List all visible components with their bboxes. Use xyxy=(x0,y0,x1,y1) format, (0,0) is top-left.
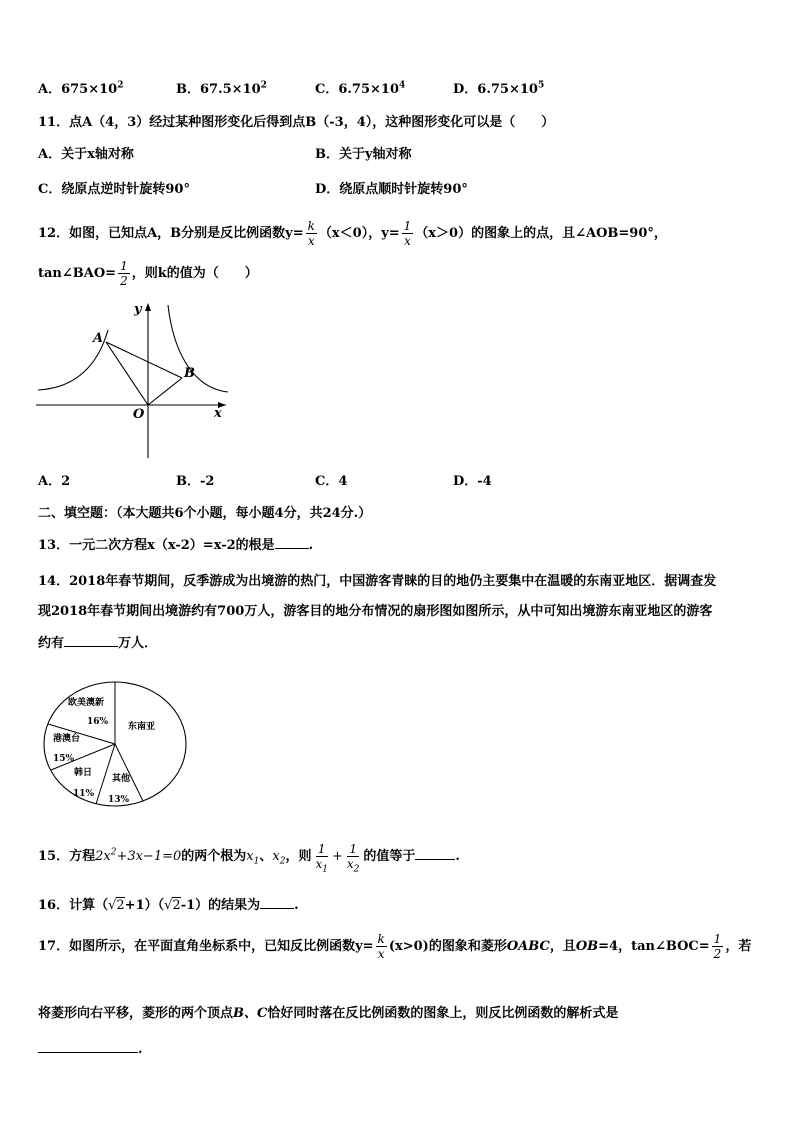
q15-stem: 15．方程$2x^2+3x-1=0$的两个根为$x_1$、$x_2$，则 $\frac{1}{x_1}$ + $\frac{1}{x_2}$ 的值等于 . xyxy=(38,842,460,875)
q11-option-a: A．关于x轴对称 xyxy=(38,147,134,162)
q12-stem-line1: 12．如图，已知点A，B分别是反比例函数y= $\frac{k}{x}$ （x＜0），y= $\frac{1}{x}$ （x＞0）的图象上的点，且∠AOB=90°， xyxy=(38,219,667,248)
label-b: B xyxy=(184,366,195,381)
section-title-fill-in: 二、填空题：（本大题共6个小题，每小题4分，共24分.） xyxy=(38,506,372,521)
q16-stem: 16．计算（√2+1）（√2-1）的结果为 . xyxy=(38,898,299,913)
pie-pct-europe: 16% xyxy=(87,717,109,727)
q16-answer-blank xyxy=(260,908,294,909)
q10-option-b: B．$67.5\times 10^2$ xyxy=(176,80,267,97)
right-hyperbola-branch xyxy=(168,305,228,392)
q13-answer-blank xyxy=(275,548,309,549)
pie-label-hk-macau-tw: 港澳台 xyxy=(53,734,81,744)
q12-option-c: C．4 xyxy=(315,474,348,489)
q10-option-d: D．$6.75\times 10^5$ xyxy=(453,80,545,97)
q11-stem: 11．点A（4，3）经过某种图形变化后得到点B（-3，4），这种图形变化可以是（ ） xyxy=(38,115,555,130)
pie-label-other: 其他 xyxy=(112,774,131,784)
fraction-1-over-x: $\frac{1}{x}$ xyxy=(403,219,412,248)
pie-pct-japan-korea: 11% xyxy=(73,789,95,799)
fraction-1-over-x1: $\frac{1}{x_1}$ xyxy=(315,842,328,875)
q11-option-d: D．绕原点顺时针旋转90° xyxy=(315,182,468,197)
q10-option-c: C．$6.75\times 10^4$ xyxy=(315,80,406,97)
q17-line2: 将菱形向右平移，菱形的两个顶点B、C恰好同时落在反比例函数的图象上，则反比例函数的解析式是 xyxy=(38,1006,619,1021)
label-y: y xyxy=(134,302,142,317)
pie-label-southeast-asia: 东南亚 xyxy=(128,722,156,732)
q11-option-b: B．关于y轴对称 xyxy=(315,147,412,162)
q14-pie-chart xyxy=(40,678,190,810)
q14-line2: 现2018年春节期间出境游约有700万人，游客目的地分布情况的扇形图如图所示，从中可知出境游东南亚地区的游客 xyxy=(38,604,713,619)
y-axis-arrow xyxy=(145,303,151,311)
q11-option-c: C．绕原点逆时针旋转90° xyxy=(38,182,190,197)
q12-option-b: B．-2 xyxy=(176,474,215,489)
q13-stem: 13．一元二次方程x（x-2）=x-2的根是 . xyxy=(38,538,314,553)
q12-option-a: A．2 xyxy=(38,474,71,489)
q12-option-d: D．-4 xyxy=(453,474,492,489)
q12-hyperbola-figure xyxy=(36,300,232,458)
label-a: A xyxy=(93,331,104,346)
q10-option-a: A．$675\times 10^2$ xyxy=(38,80,124,97)
fraction-one-half: $\frac{1}{2}$ xyxy=(120,259,128,288)
segment-ob xyxy=(148,378,182,405)
fraction-k-over-x-q17: $\frac{k}{x}$ xyxy=(377,932,385,961)
fraction-k-over-x: $\frac{k}{x}$ xyxy=(307,219,315,248)
fraction-one-half-q17: $\frac{1}{2}$ xyxy=(713,932,722,961)
pie-label-europe: 欧美澳新 xyxy=(68,698,105,708)
pie-label-japan-korea: 韩日 xyxy=(74,768,93,778)
q12-stem-line2: tan∠BAO= $\frac{1}{2}$ ，则k的值为（ ） xyxy=(38,259,258,288)
q17-line3: . xyxy=(38,1040,143,1060)
q14-line1: 14．2018年春节期间，反季游成为出境游的热门，中国游客青睐的目的地仍主要集中在温暖的东南亚地区．据调查发 xyxy=(38,574,717,589)
fraction-1-over-x2: $\frac{1}{x_2}$ xyxy=(346,842,360,875)
q15-answer-blank xyxy=(415,859,455,860)
q17-line1: 17．如图所示，在平面直角坐标系中，已知反比例函数y= $\frac{k}{x}$ (x>0)的图象和菱形OABC，且OB=4，tan∠BOC= $\frac{1}{2}$ ，若 xyxy=(38,932,752,961)
q14-answer-blank xyxy=(64,646,118,647)
pie-pct-other: 13% xyxy=(108,795,130,805)
label-x: x xyxy=(214,406,222,421)
pie-pct-hk-macau-tw: 15% xyxy=(53,754,75,764)
q17-answer-blank xyxy=(38,1052,138,1053)
q14-line3: 约有 万人． xyxy=(38,636,158,651)
label-o: O xyxy=(133,407,145,422)
